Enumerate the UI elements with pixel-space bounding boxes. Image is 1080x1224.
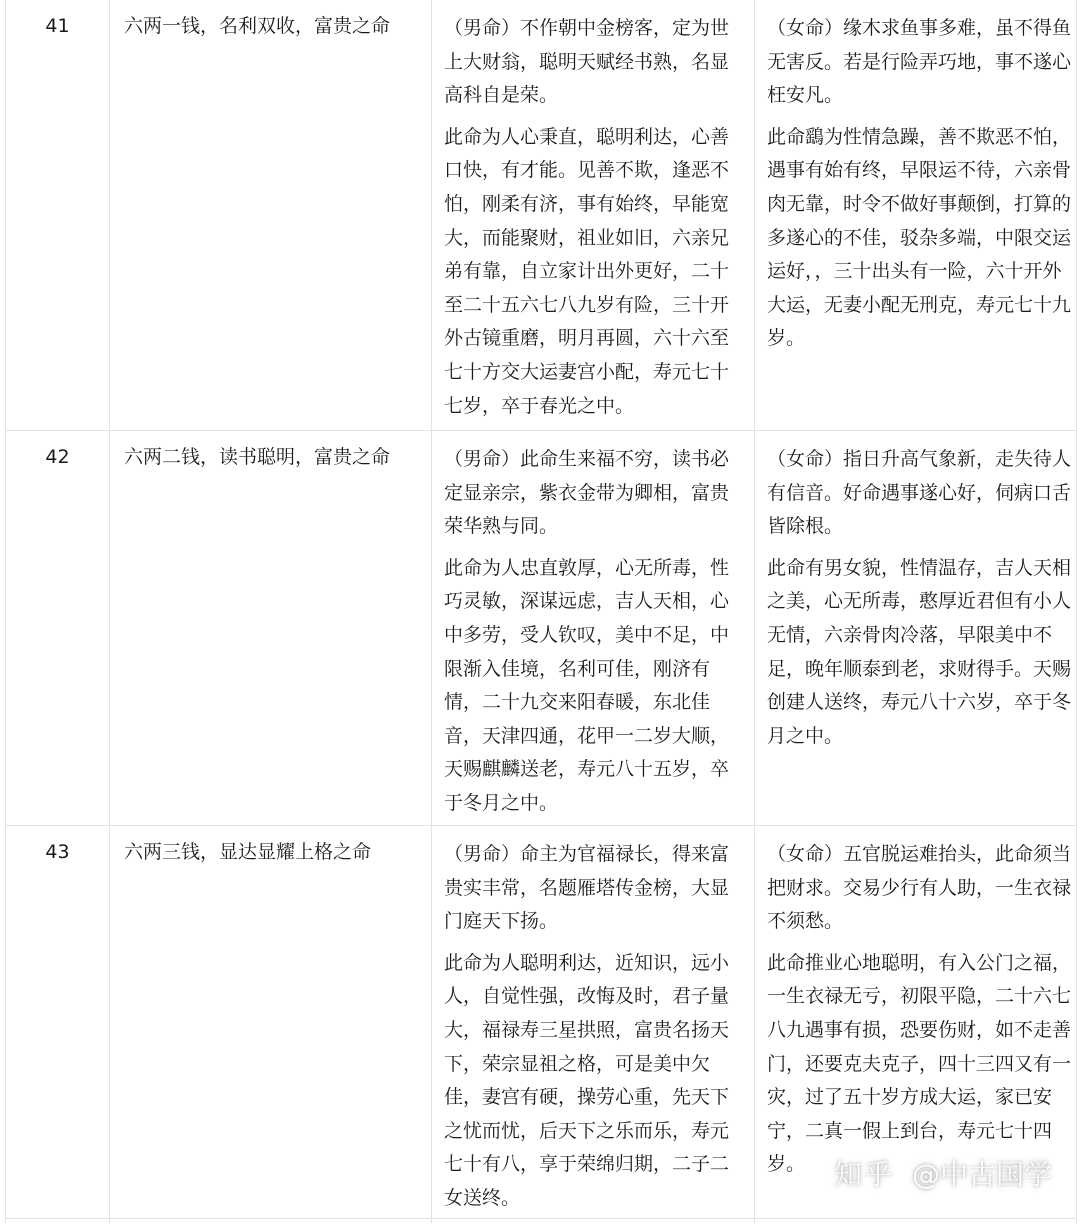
male-verse: （男命）此命生来福不穷，读书必定显亲宗，紫衣金带为卿相，富贵荣华熟与同。	[444, 448, 730, 538]
table-row	[6, 431, 1076, 826]
row-number: 41	[45, 15, 70, 37]
male-verse: （男命）不作朝中金榜客，定为世上大财翁，聪明天赋经书熟，名显高科自是荣。	[444, 17, 730, 107]
female-verse: （女命）指日升高气象新，走失待人有信音。好命遇事遂心好，伺病口舌皆除根。	[767, 448, 1072, 538]
watermark-author: @中古国学	[911, 1158, 1052, 1191]
zhihu-logo: 知乎	[833, 1158, 894, 1191]
male-verse: （男命）命主为官福禄长，得来富贵实丰常，名题雁塔传金榜，大显门庭天下扬。	[444, 843, 730, 933]
zhihu-watermark	[834, 1153, 1052, 1193]
female-fortune	[755, 826, 1075, 1190]
column-divider	[431, 1219, 432, 1223]
column-divider	[109, 826, 110, 1218]
male-fortune	[432, 0, 744, 431]
female-verse: （女命）五官脱运难抬头，此命须当把财求。交易少行有人助，一生衣禄不须愁。	[767, 843, 1072, 933]
row-number: 42	[45, 446, 70, 468]
female-fortune	[755, 0, 1075, 364]
table-row	[6, 0, 1076, 431]
male-fortune	[432, 826, 744, 1224]
female-description: 此命推业心地聪明，有入公门之福，一生衣禄无亏，初限平隐，二十六七八九遇事有损，恐要伤财，如不走善门，还要克夫克子，四十三四又有一灾，过了五十岁方成大运，家已安宁，二真一假上到台，寿元七十四岁。	[767, 951, 1072, 1176]
row-number: 43	[45, 841, 70, 863]
female-fortune	[755, 431, 1075, 761]
column-divider	[109, 431, 110, 825]
female-description: 此命有男女貌，性情温存，吉人天相之美，心无所毒，憨厚近君但有小人无情，六亲骨肉冷落，早限美中不足，晚年顺泰到老，求财得手。天赐创建人送终，寿元八十六岁，卒于冬月之中。	[767, 556, 1072, 747]
female-description: 此命鷂为性情急躁，善不欺恶不怕，遇事有始有终，早限运不待，六亲骨肉无靠，时令不做好事颠倒，打算的多遂心的不佳，驳杂多端，中限交运运好，，三十出头有一险，六十开外大运，无妻小配无刑克，寿元七十九岁。	[767, 125, 1072, 350]
male-fortune	[432, 431, 744, 829]
fortune-title: 六两三钱，显达显耀上格之命	[124, 841, 372, 863]
column-divider	[109, 1219, 110, 1223]
fortune-title: 六两二钱，读书聪明，富贵之命	[124, 446, 391, 468]
column-divider	[754, 1219, 755, 1223]
male-description: 此命为人聪明利达，近知识，远小人，自觉性强，改悔及时，君子量大，福禄寿三星拱照，富贵名扬天下，荣宗显祖之格，可是美中欠佳，妻宫有硬，操劳心重，先天下之忧而忧，后天下之乐而乐，寿元七十有八，享于荣绵归期，二子二女送终。	[444, 951, 730, 1209]
fortune-title: 六两一钱，名利双收，富贵之命	[124, 15, 391, 37]
male-description: 此命为人心秉直，聪明利达，心善口快，有才能。见善不欺，逢恶不怕，刚柔有济，事有始终，早能宽大，而能聚财，祖业如旧，六亲兄弟有靠，自立家计出外更好，二十至二十五六七八九岁有险，三十开外古镜重磨，明月再圆，六十六至七十方交大运妻宫小配，寿元七十七岁，卒于春光之中。	[444, 125, 730, 417]
column-divider	[109, 0, 110, 430]
male-description: 此命为人忠直敦厚，心无所毒，性巧灵敏，深谋远虑，吉人天相，心中多劳，受人钦叹，美中不足，中限渐入佳境，名利可佳，刚济有情，二十九交来阳春暖，东北佳音，天津四通，花甲一二岁大顺，天赐麒麟送老，寿元八十五岁，卒于冬月之中。	[444, 556, 730, 814]
female-verse: （女命）缘木求鱼事多难，虽不得鱼无害反。若是行险弄巧地，事不遂心枉安凡。	[767, 17, 1072, 107]
fortune-table	[5, 0, 1077, 1223]
table-row-partial	[6, 1219, 1076, 1223]
